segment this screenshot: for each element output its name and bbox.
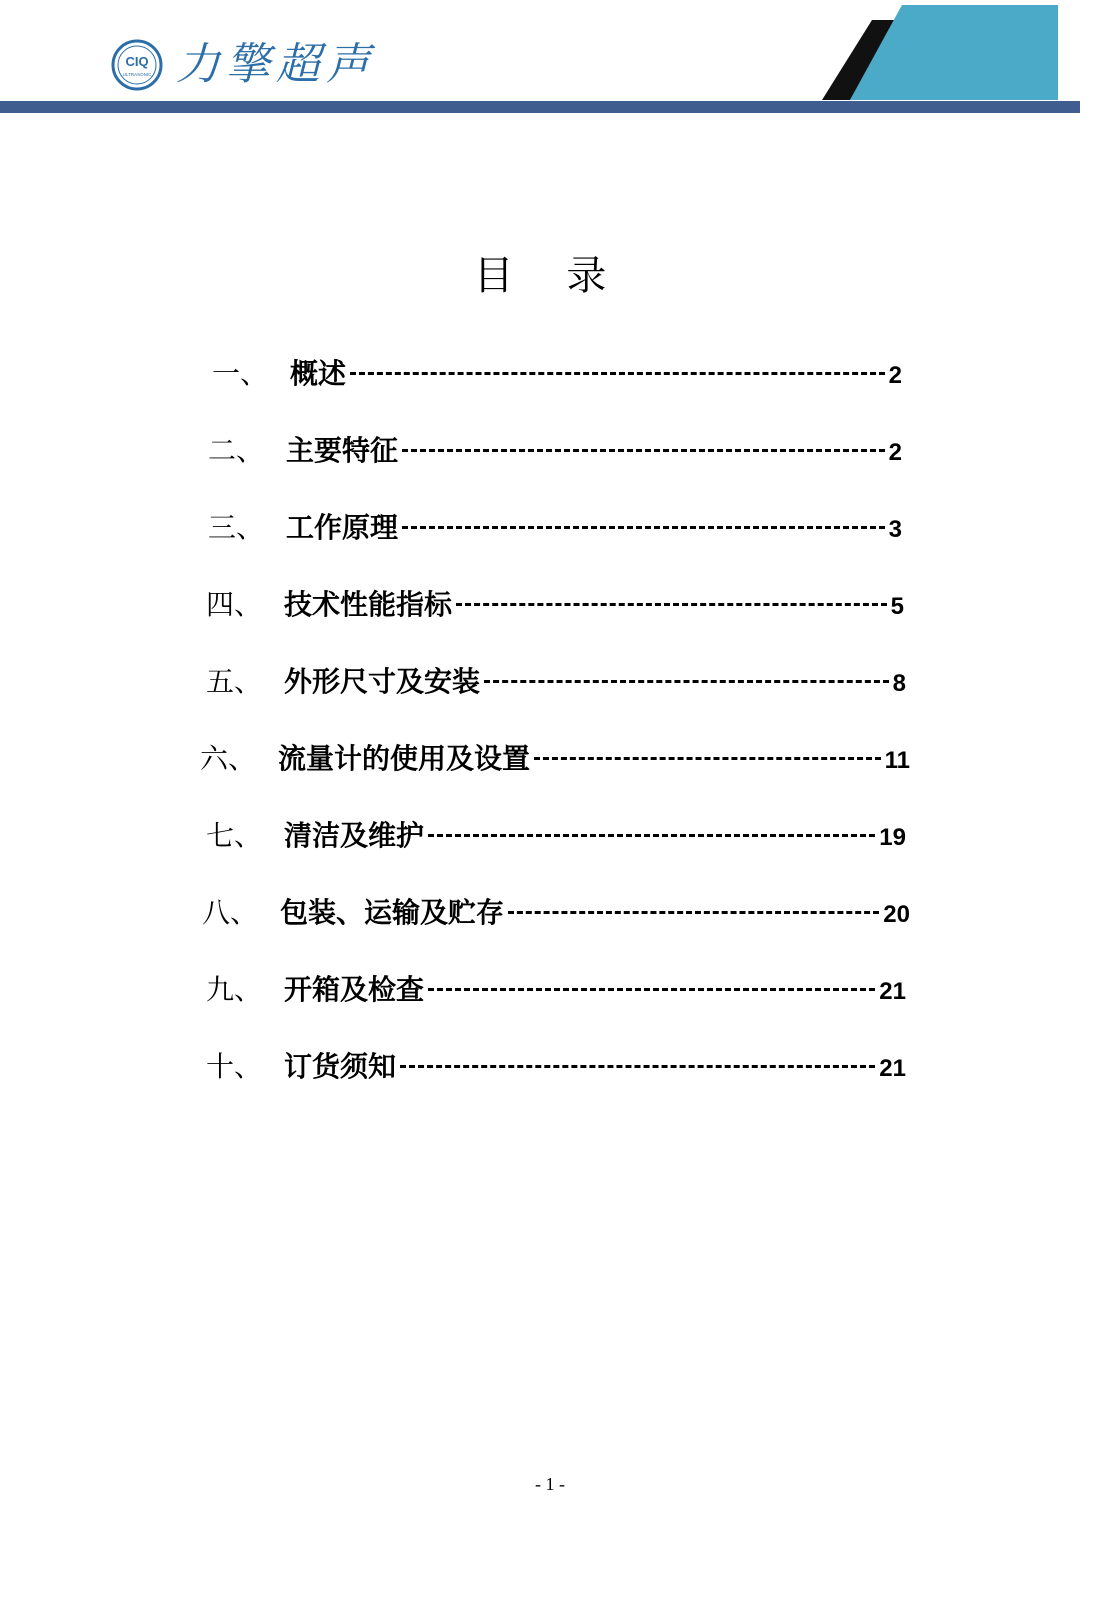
toc-entry-number: 二、 [208,434,265,467]
toc-entry-label: 包装、运输及贮存 [280,896,505,929]
toc-entry-number: 八、 [202,896,259,929]
toc-entry[interactable] [208,506,902,546]
company-logo [110,38,376,92]
toc-entry-label: 主要特征 [286,434,399,467]
toc-leader [534,757,881,760]
toc-entry-number: 六、 [200,742,257,775]
header-accent-block [850,5,1058,100]
toc-entry-number: 三、 [208,511,265,544]
toc-entry-label: 技术性能指标 [284,588,453,621]
toc-entry[interactable] [206,814,906,854]
toc-leader [350,372,885,375]
logo-sub-text: ULTRASONIC [122,72,152,77]
toc-entry-label: 概述 [290,357,347,390]
toc-leader [400,1065,875,1068]
toc-entry-label: 工作原理 [286,511,399,544]
toc-leader [402,449,885,452]
page-number: - 1 - [535,1474,565,1494]
toc-entry-page: 21 [879,978,906,1005]
toc-entry-number: 十、 [206,1050,263,1083]
toc-entry[interactable] [200,737,910,777]
toc-leader [456,603,887,606]
toc-leader [402,526,885,529]
toc-entry-number: 七、 [206,819,263,852]
toc-entry-number: 九、 [206,973,263,1006]
toc-entry-page: 20 [883,901,910,928]
toc-entry-page: 19 [879,824,906,851]
toc-entry-number: 一、 [212,357,269,390]
toc-entry-number: 四、 [206,588,263,621]
toc-entry-page: 2 [888,362,902,389]
toc-leader [428,834,875,837]
toc-entry-page: 2 [888,439,902,466]
logo-mark-text: CIQ [125,54,149,69]
toc-entry-label: 开箱及检查 [284,973,425,1006]
toc-entry-page: 3 [888,516,902,543]
toc-entry-page: 11 [884,747,910,774]
toc-entry-label: 流量计的使用及设置 [278,742,531,775]
toc-title: 目 录 [473,253,627,299]
toc-entry[interactable] [202,891,910,931]
toc-leader [484,680,889,683]
toc-entry[interactable] [206,968,906,1008]
header-bar [0,101,1080,113]
toc-entry[interactable] [212,352,902,392]
toc-entry[interactable] [206,1045,906,1085]
toc-entry-label: 清洁及维护 [284,819,425,852]
toc-entry-label: 订货须知 [284,1050,397,1083]
toc-entry-number: 五、 [206,665,263,698]
toc-entry-label: 外形尺寸及安装 [284,665,481,698]
toc-entry[interactable] [208,429,902,469]
toc-entry[interactable] [206,660,906,700]
toc-entry-page: 8 [892,670,906,697]
brand-name: 力擎超声 [176,39,376,90]
toc-entry-page: 5 [890,593,904,620]
toc-leader [428,988,875,991]
toc-entry-page: 21 [879,1055,906,1082]
logo-badge-icon [110,38,164,92]
toc-entry[interactable] [206,583,904,623]
page-header [0,0,1100,118]
toc-leader [508,911,879,914]
